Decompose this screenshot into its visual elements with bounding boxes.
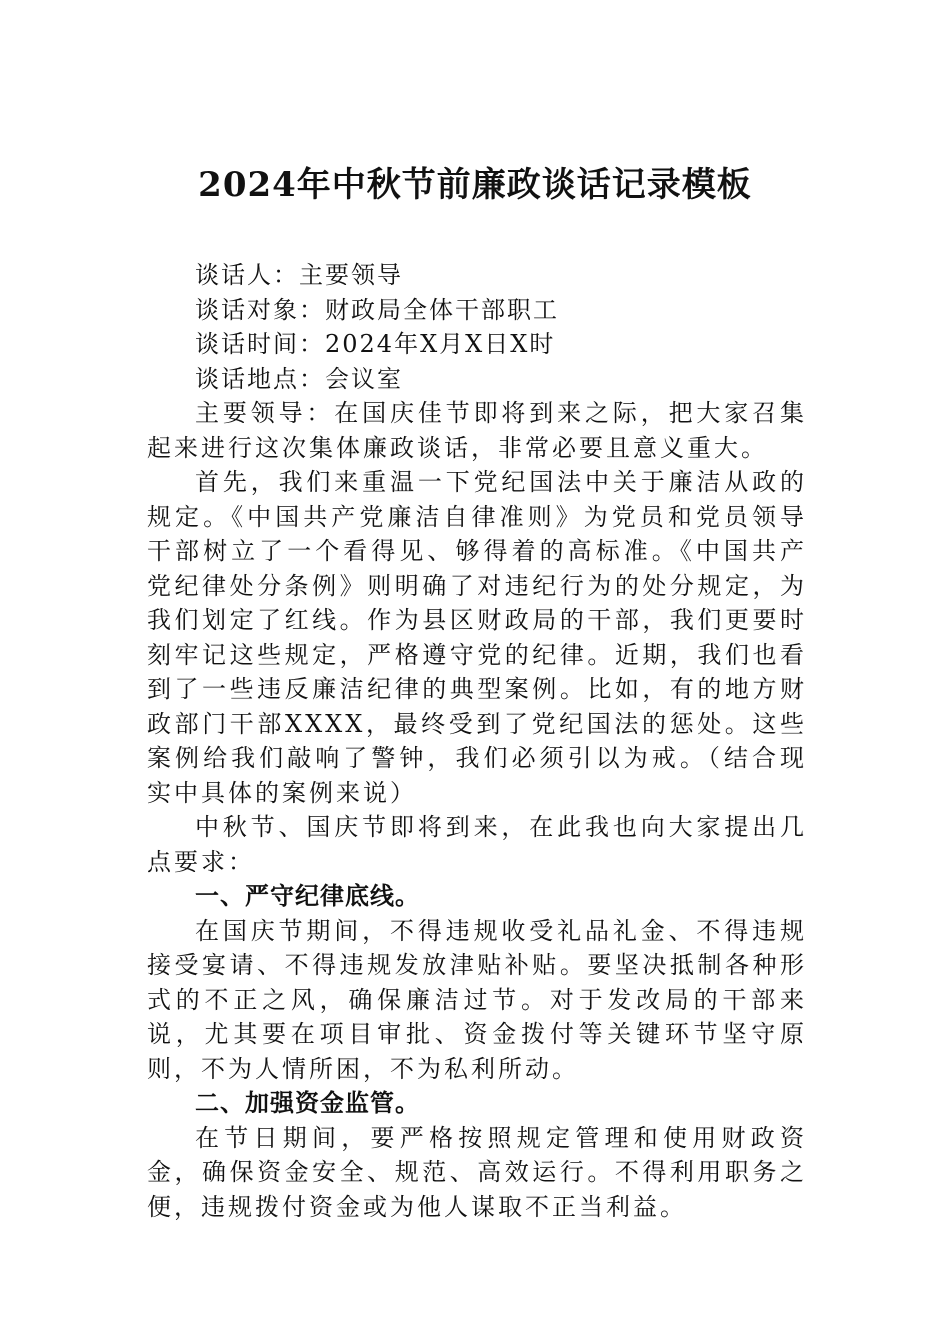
document-title: 2024年中秋节前廉政谈话记录模板	[198, 165, 752, 205]
heading-fund-supervision: 二、加强资金监管。	[195, 1089, 420, 1117]
paragraph-opening: 主要领导：在国庆佳节即将到来之际，把大家召集起来进行这次集体廉政谈话，非常必要且意义重大。	[147, 399, 807, 462]
document-body	[147, 258, 807, 1224]
meta-speaker: 谈话人：主要领导	[195, 261, 403, 289]
paragraph-discipline: 在国庆节期间，不得违规收受礼品礼金、不得违规接受宴请、不得违规发放津贴补贴。要坚决抵制各种形式的不正之风，确保廉洁过节。对于发改局的干部来说，尤其要在项目审批、资金拨付等关键环节坚守原则，不为人情所困，不为私利所动。	[147, 916, 807, 1083]
meta-time: 谈话时间：2024年X月X日X时	[195, 330, 556, 358]
paragraph-requirements-intro: 中秋节、国庆节即将到来，在此我也向大家提出几点要求：	[147, 813, 807, 876]
meta-audience: 谈话对象：财政局全体干部职工	[195, 295, 559, 324]
heading-discipline: 一、严守纪律底线。	[195, 882, 420, 910]
paragraph-regulations: 首先，我们来重温一下党纪国法中关于廉洁从政的规定。《中国共产党廉洁自律准则》为党员和党员领导干部树立了一个看得见、够得着的高标准。《中国共产党纪律处分条例》则明确了对违纪行为的处分规定，为我们划定了红线。作为县区财政局的干部，我们更要时刻牢记这些规定，严格遵守党的纪律。近期，我们也看到了一些违反廉洁纪律的典型案例。比如，有的地方财政部门干部XXXX，最终受到了党纪国法的惩处。这些案例给我们敲响了警钟，我们必须引以为戒。（结合现实中具体的案例来说）	[147, 468, 807, 807]
paragraph-fund-supervision: 在节日期间，要严格按照规定管理和使用财政资金，确保资金安全、规范、高效运行。不得利用职务之便，违规拨付资金或为他人谋取不正当利益。	[147, 1123, 807, 1221]
meta-place: 谈话地点：会议室	[195, 364, 403, 393]
